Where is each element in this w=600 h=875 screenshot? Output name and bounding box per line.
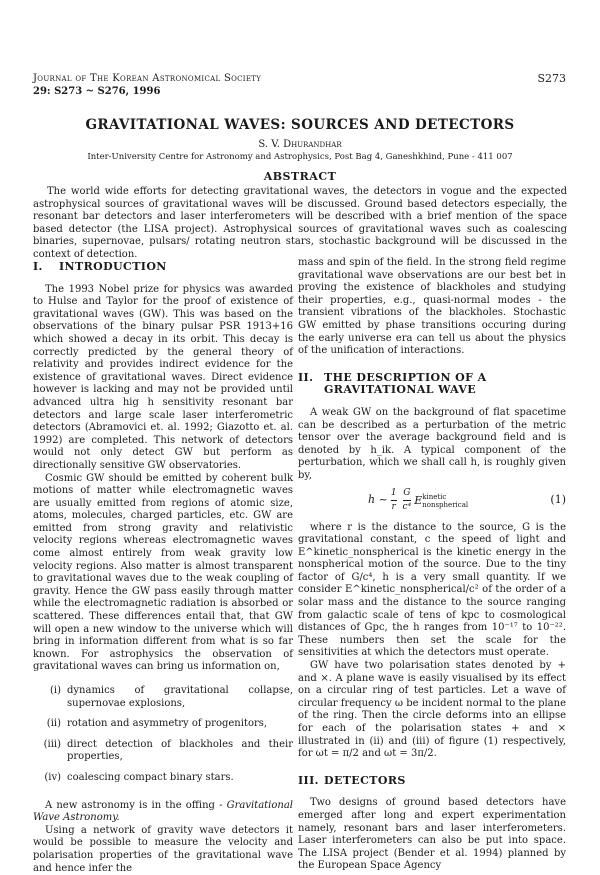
intro-paragraph-4: Using a network of gravity wave detectors it would be possible to measure the velocity and polarisation properties of the gravitational wave and hence infer the (33, 824, 293, 874)
information-list (33, 685, 293, 785)
description-paragraph-3: GW have two polarisation states denoted by + and ×. A plane wave is easily visualised by its effect on a circular ring of test particles. Let a wave of circular frequency ω be incident normal to the plane of the ring. Then the circle deforms into an ellipse for each of the polarisation states + and × illustrated in (ii) and (iii) of figure (1) respectively, for ωt = π/2 and ωt = 3π/2. (298, 660, 566, 760)
section-title: DETECTORS (324, 773, 406, 787)
description-paragraph-1: A weak GW on the background of flat spacetime can be described as a perturbation of the metric tensor over the average background field and is denoted by h_ik. A typical component of the perturbation, which we shall call h, is roughly given by, (298, 406, 566, 481)
intro-paragraph-2: Cosmic GW should be emitted by coherent bulk motions of matter while electromagnetic waves are usually emitted from regions of atomic size, atoms, molecules, charged particles, etc. GW are emitted from strong gravity and relativistic velocity regions whereas electromagnetic waves come almost entirely from weak gravity low velocity regions. Also matter is almost transparent to gravitational waves due to the weak coupling of gravity. Hence the GW pass easily through matter while the electromagnetic radiation is absorbed or scattered. These differences entail that, that GW will open a new window to the universe which will bring in information different from what is so far known. For astrophysics the observation of gravitational waves can bring us information on, (33, 472, 293, 673)
section-heading-introduction (33, 261, 293, 274)
section-heading-detectors (298, 775, 566, 788)
section-heading-description (298, 372, 566, 397)
volume-info: 29: S273 ~ S276, 1996 (33, 86, 161, 97)
list-item: (ii) rotation and asymmetry of progenitors, (46, 718, 268, 730)
section-number: II. (298, 370, 314, 384)
abstract-heading: ABSTRACT (263, 170, 337, 183)
page-number: S273 (537, 72, 566, 85)
list-item: (iii) direct detection of blackholes and their properties, (43, 738, 293, 763)
affiliation: Inter-University Centre for Astronomy and Astrophysics, Post Bag 4, Ganeshkhind, Pune - 411 007 (87, 152, 513, 162)
journal-name: Journal of The Korean Astronomical Society (33, 73, 262, 84)
intro-paragraph-4-continued: mass and spin of the field. In the strong field regime gravitational wave observations are our best bet in proving the existence of blackholes and studying their properties, e.g., quasi-normal modes - the transient vibrations of the blackholes. Stochastic GW emitted by phase transitions occuring during the early universe era can tell us about the physics of the unification of interactions. (298, 257, 566, 357)
section-title: INTRODUCTION (59, 260, 167, 273)
kinetic-energy-term: E kinetic nonspherical (414, 492, 469, 509)
running-header (33, 72, 261, 98)
section-number: I. (33, 260, 43, 273)
left-column (33, 258, 293, 875)
intro-paragraph-3: A new astronomy is in the offing - Gravitational Wave Astronomy. (33, 799, 293, 824)
equation-lhs: h ~ (368, 493, 388, 507)
list-item: (iv) coalescing compact binary stars. (44, 771, 234, 783)
abstract-text: The world wide efforts for detecting gravitational waves, the detectors in vogue and the expected astrophysical sources of gravitational waves will be discussed. Ground based detectors especially, the resonant bar detectors and laser interferometers will be described with a brief mention of the space based detector (the LISA project). Astrophysical sources of gravitational waves such as coalescing binaries, supernovae, pulsars/ rotating neutron stars, stochastic background will be discussed in the context of detection. (33, 186, 567, 260)
section-title: THE DESCRIPTION OF A GRAVITATIONAL WAVE (324, 370, 487, 397)
intro-paragraph-1: The 1993 Nobel prize for physics was awarded to Hulse and Taylor for the proof of existence of gravitational waves (GW). This was based on the observations of the binary pulsar PSR 1913+16 which showed a decay in its orbit. This decay is correctly predicted by the general theory of relativity and provides indirect evidence for the existence of gravitational waves. Direct evidence however is lacking and may not be provided until advanced ultra hig h sensitivity resonant bar detectors and large scale laser interferometric detectors (Abramovici et. al. 1992; Giazotto et. al. 1992) are completed. This network of detectors would not only detect GW but perform as directionally sensitive GW observatories. (33, 283, 293, 471)
list-item: (i) dynamics of gravitational collapse, supernovae explosions, (49, 685, 293, 709)
section-number: III. (298, 773, 319, 787)
author: S. V. Dhurandhar (258, 139, 342, 150)
fraction-1-over-r: $\frac{1}{r}$ (390, 488, 397, 512)
detectors-paragraph-1: Two designs of ground based detectors have emerged after long and expert experimentation namely, resonant bars and laser interferometers. Laser interferometers can also be put into space. The LISA project (Bender et al. 1994) planned by the European Space Agency (298, 797, 566, 872)
equation-number: (1) (550, 493, 566, 507)
fraction-g-over-c4: $\frac{G}{\text{c⁴}}$ (402, 488, 412, 512)
right-column (298, 257, 566, 873)
description-paragraph-2: where r is the distance to the source, G is the gravitational constant, c the speed of light and E^kinetic_nonspherical is the kinetic energy in the nonspherical motion of the source. Due to the tiny factor of G/c⁴, h is a very small quantity. If we consider E^kinetic_nonspherical/c² of the order of a solar mass and the distance to the source ranging from galactic scale of tens of kpc to cosmological distances of Gpc, the h ranges from 10⁻¹⁷ to 10⁻²². These numbers then set the scale for the sensitivities at which the detectors must operate. (298, 521, 566, 659)
equation-1 (298, 484, 566, 518)
paper-title: GRAVITATIONAL WAVES: SOURCES AND DETECTORS (85, 117, 515, 133)
